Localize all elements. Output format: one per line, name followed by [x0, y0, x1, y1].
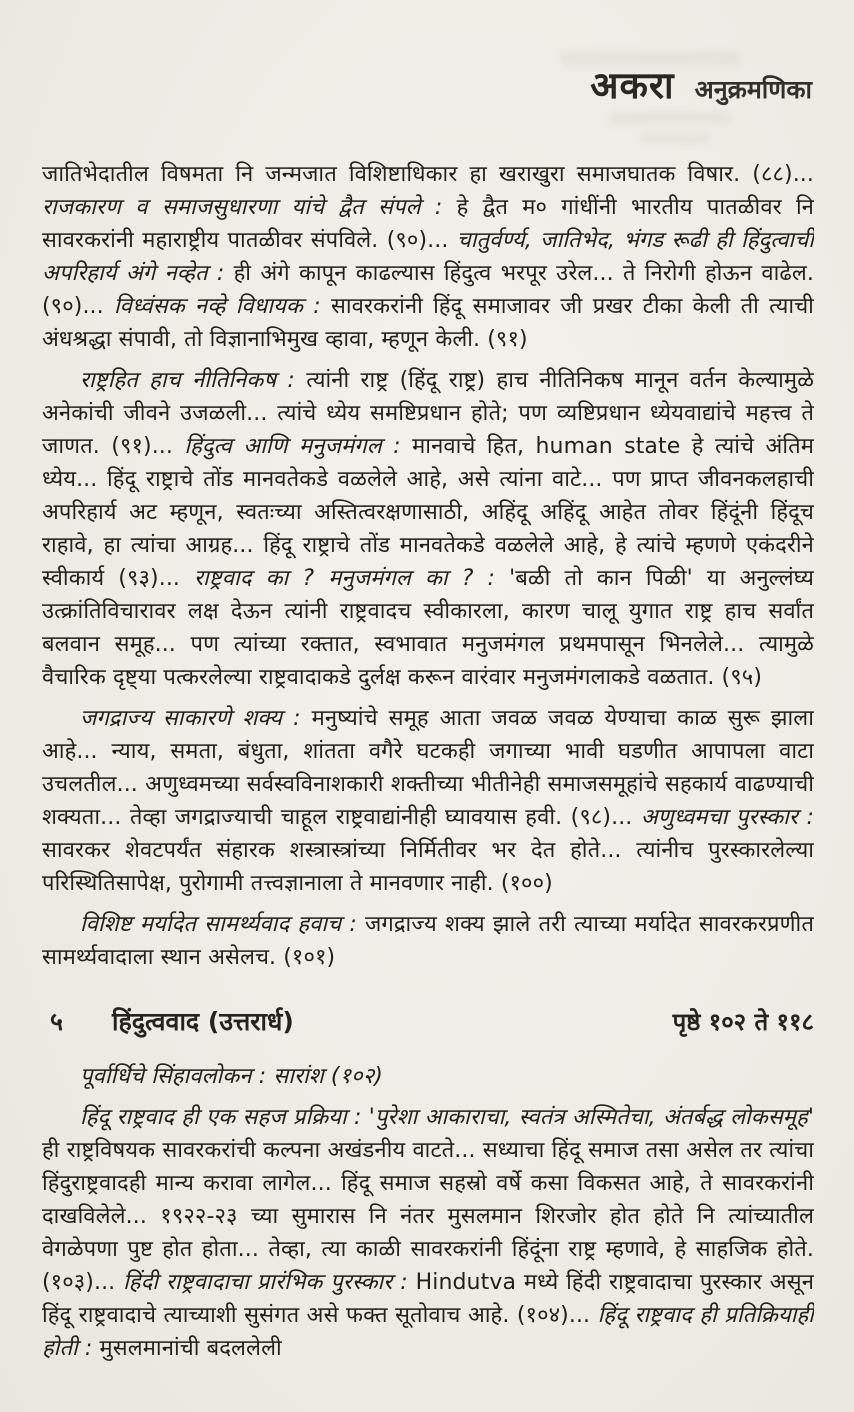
toc-paragraph	[42, 364, 814, 694]
text-run: हे द्वैत म० गांधींनी भारतीय पातळीवर नि सावरकरांनी महाराष्ट्रीय पातळीवर संपविले. (९०)...	[42, 195, 814, 253]
topic-heading-run: हिंदी राष्ट्रवादाचा प्रारंभिक पुरस्कार :	[123, 1270, 416, 1295]
topic-heading-run: अणुध्वमचा पुरस्कार :	[640, 805, 814, 830]
toc-paragraph	[42, 1060, 814, 1093]
topic-heading-run: हिंदू राष्ट्रवाद ही प्रतिक्रियाही होती :	[42, 1303, 814, 1361]
section-heading	[42, 1004, 814, 1038]
text-run: सावरकरांनी हिंदू समाजावर जी प्रखर टीका केली ती त्याची अंधश्रद्धा संपावी, तो विज्ञानाभिमुख व्हावा, म्हणून केली. (९१)	[42, 294, 814, 352]
topic-heading-run: चातुर्वर्ण्य, जातिभेद, भंगड रूढी ही हिंदुत्वाची अपरिहार्य अंगे नव्हेत :	[42, 228, 814, 286]
text-run: ही अंगे कापून काढल्यास हिंदुत्व भरपूर उरेल... ते निरोगी होऊन वाढेल. (९०)...	[42, 261, 814, 319]
toc-paragraph	[42, 158, 814, 356]
text-run: मानवाचे हित, human state हे त्यांचे अंतिम ध्येय... हिंदू राष्ट्राचे तोंड मानवतेकडे वळलेले आहे, असे त्यांना वाटे... पण प्राप्त जीवनकलहाची अपरिहार्य अट म्हणून, स्वतःच्या अस्तित्वरक्षणासाठी, अहिंदू अहिंदू आहेत तोवर हिंदूंनी हिंदूच राहावे, हा त्यांचा आग्रह... हिंदू राष्ट्राचे तोंड मानवतेकडे वळलेले आहे, हे त्यांचे म्हणणे एकंदरीने स्वीकार्य (९३)...	[42, 434, 814, 591]
section-number: ५	[50, 1007, 64, 1036]
bleed-through-smudge	[640, 134, 710, 144]
text-run: 'बळी तो कान पिळी' या अनुल्लंघ्य उत्क्रांतिविचारावर लक्ष देऊन त्यांनी राष्ट्रवादच स्वीकारला, कारण चालू युगात राष्ट्र हाच सर्वांत बलवान समूह... पण त्यांच्या रक्तात, स्वभावात मनुजमंगल प्रथमपासून भिनलेले... त्यामुळे वैचारिक दृष्ट्या पत्करलेल्या राष्ट्रवादाकडे दुर्लक्ष करून वारंवार मनुजमंगलाकडे वळतात. (९५)	[42, 566, 814, 690]
topic-heading-run: राष्ट्रवाद का ? मनुजमंगल का ? :	[194, 566, 510, 591]
topic-heading-run: विशिष्ट मर्यादेत सामर्थ्यवाद हवाच :	[80, 912, 365, 937]
bleed-through-smudge	[610, 112, 730, 124]
text-run: मनुष्यांचे समूह आता जवळ जवळ येण्याचा काळ सुरू झाला आहे... न्याय, समता, बंधुता, शांतता वगैरे घटकही जगाच्या भावी घडणीत आपापला वाटा उचलतील... अणुध्वमच्या सर्वस्वविनाशकारी शक्तीच्या भीतीनेही समाजसमूहांचे सहकार्य वाढण्याची शक्यता... तेव्हा जगद्राज्याची चाहूल राष्ट्रवाद्यांनीही घ्यावयास हवी. (९८)...	[42, 706, 814, 830]
topic-heading-run: राजकारण व समाजसुधारणा यांचे द्वैत संपले :	[42, 195, 457, 220]
topic-heading-run: राष्ट्रहित हाच नीतिनिकष :	[80, 368, 307, 393]
section-title: हिंदुत्ववाद (उत्तरार्ध)	[112, 1007, 294, 1036]
toc-paragraph	[42, 1101, 814, 1365]
content-blocks	[42, 158, 814, 1412]
page-header-title: अनुक्रमणिका	[694, 75, 812, 104]
chapter-word: अकरा	[590, 64, 675, 107]
text-run: ही राष्ट्रविषयक सावरकरांची कल्पना अखंडनीय वाटते... सध्याचा हिंदू समाज तसा असेल तर त्यांचा हिंदुराष्ट्रवादही मान्य करावा लागेल... हिंदू समाज सहस्रो वर्षे कसा विकसत आहे, ते सावरकरांनी दाखविलेले... १९२२-२३ च्या सुमारास नि नंतर मुसलमान शिरजोर होत होते नि त्यांच्यातील वेगळेपणा पुष्ट होत होता... तेव्हा, त्या काळी सावरकरांनी हिंदूंना राष्ट्र म्हणावे, हे साहजिक होते. (१०३)...	[42, 1138, 814, 1295]
toc-paragraph	[42, 702, 814, 900]
toc-paragraph	[42, 908, 814, 974]
text-run: त्यांनी राष्ट्र (हिंदू राष्ट्र) हाच नीतिनिकष मानून वर्तन केल्यामुळे अनेकांची जीवने उजळली... त्यांचे ध्येय समष्टिप्रधान होते; पण व्यष्टिप्रधान ध्येयवाद्यांचे महत्त्व ते जाणत. (९१)...	[42, 368, 814, 459]
section-pages-label: पृष्ठे १०२ ते ११८	[672, 1008, 814, 1036]
text-run: जगद्राज्य शक्य झाले तरी त्याच्या मर्यादेत सावरकरप्रणीत सामर्थ्यवादाला स्थान असेलच. (१०१)	[42, 912, 814, 970]
topic-heading-run: जगद्राज्य साकारणे शक्य :	[80, 706, 312, 731]
text-run: सावरकर शेवटपर्यंत संहारक शस्त्रास्त्रांच्या निर्मितीवर भर देत होते... त्यांनीच पुरस्कारलेल्या परिस्थितिसापेक्ष, पुरोगामी तत्त्वज्ञानाला ते मानवणार नाही. (१००)	[42, 838, 814, 896]
text-run: Hindutva मध्ये हिंदी राष्ट्रवादाचा पुरस्कार असून हिंदू राष्ट्रवादाचे त्याच्याशी सुसंगत असे फक्त सूतोवाच आहे. (१०४)...	[42, 1270, 814, 1328]
topic-heading-run: पूर्वार्धिचे सिंहावलोकन : सारांश (१०२)	[80, 1064, 383, 1089]
text-run: मुसलमानांची बदललेली	[99, 1336, 282, 1361]
text-run: जातिभेदातील विषमता नि जन्मजात विशिष्टाधिकार हा खराखुरा समाजघातक विषार. (८८)...	[42, 162, 814, 187]
topic-heading-run: हिंदुत्व आणि मनुजमंगल :	[184, 434, 413, 459]
topic-heading-run: विध्वंसक नव्हे विधायक :	[113, 294, 331, 319]
page-header	[590, 58, 812, 109]
topic-heading-run: हिंदू राष्ट्रवाद ही एक सहज प्रक्रिया : 'पुरेशा आकाराचा, स्वतंत्र अस्मितेचा, अंतर्बद्ध लोकसमूह'	[80, 1105, 814, 1130]
